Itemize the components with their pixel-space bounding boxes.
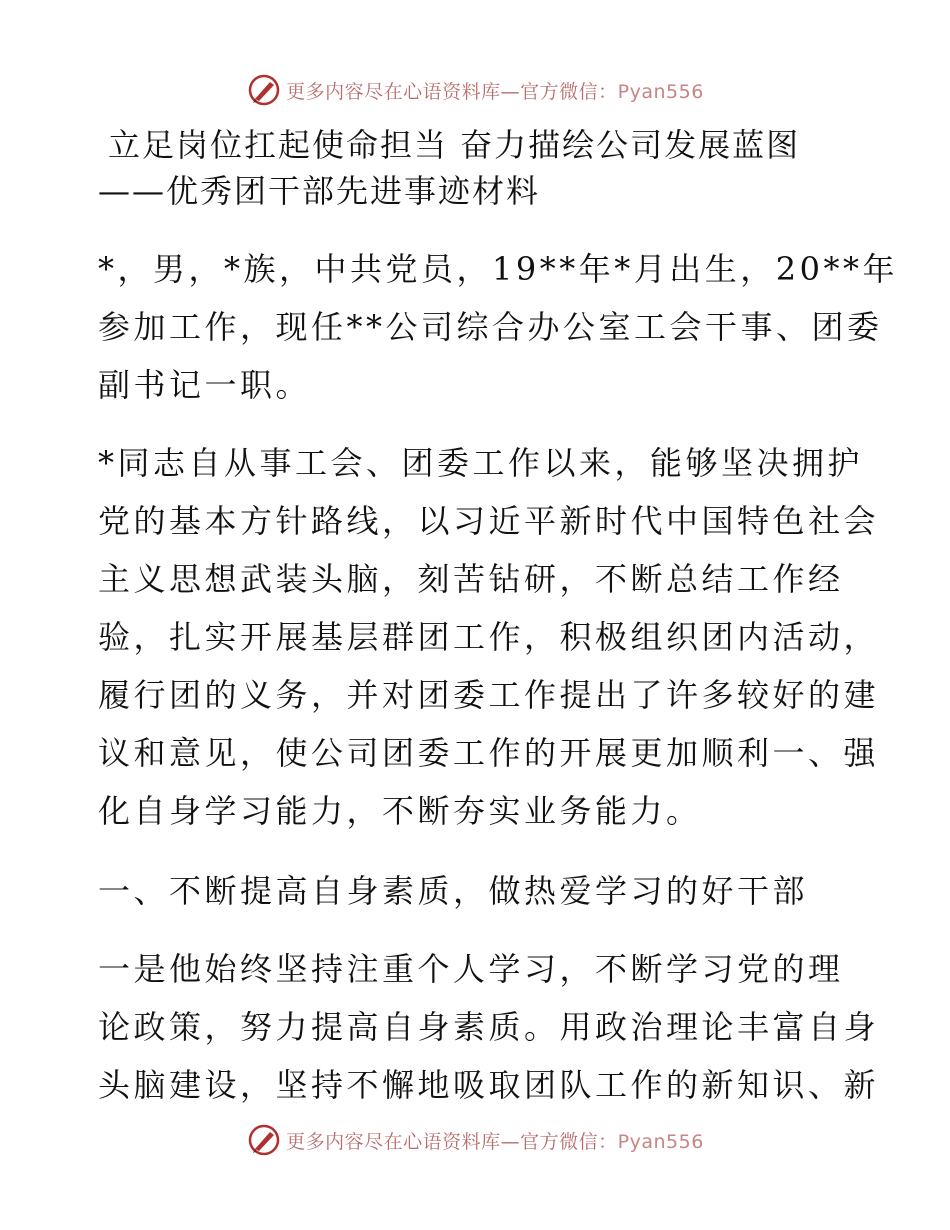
- pen-logo-icon: [246, 72, 282, 108]
- watermark-text: 更多内容尽在心语资料库—官方微信：Pyan556: [286, 80, 704, 103]
- paragraph-profile: *，男，*族，中共党员，19**年*月出生，20**年 参加工作，现任**公司综合办公室工会干事、团委 副书记一职。: [98, 250, 898, 404]
- paragraph-summary: *同志自从事工会、团委工作以来，能够坚决拥护 党的基本方针路线，以习近平新时代中国特色社会 主义思想武装头脑，刻苦钻研，不断总结工作经 验，扎实开展基层群团工作，积极组织团内活动， 履行团的义务，并对团委工作提出了许多较好的建 议和意见，使公司团委工作的开展更加顺利一、强 化自身学习能力，不断夯实业务能力。: [98, 444, 880, 830]
- document-title: 立足岗位扛起使命担当 奋力描绘公司发展蓝图: [108, 126, 801, 164]
- section-heading: 一、不断提高自身素质，做热爱学习的好干部: [98, 872, 809, 910]
- footer-watermark: [0, 1120, 950, 1160]
- header-watermark: [0, 70, 950, 110]
- watermark-text: 更多内容尽在心语资料库—官方微信：Pyan556: [286, 1130, 704, 1153]
- paragraph-study: 一是他始终坚持注重个人学习，不断学习党的理 论政策，努力提高自身素质。用政治理论丰富自身 头脑建设，坚持不懈地吸取团队工作的新知识、新: [98, 950, 880, 1104]
- pen-logo-icon: [246, 1122, 282, 1158]
- document-subtitle: ——优秀团干部先进事迹材料: [98, 172, 541, 210]
- document-body: [98, 122, 898, 1114]
